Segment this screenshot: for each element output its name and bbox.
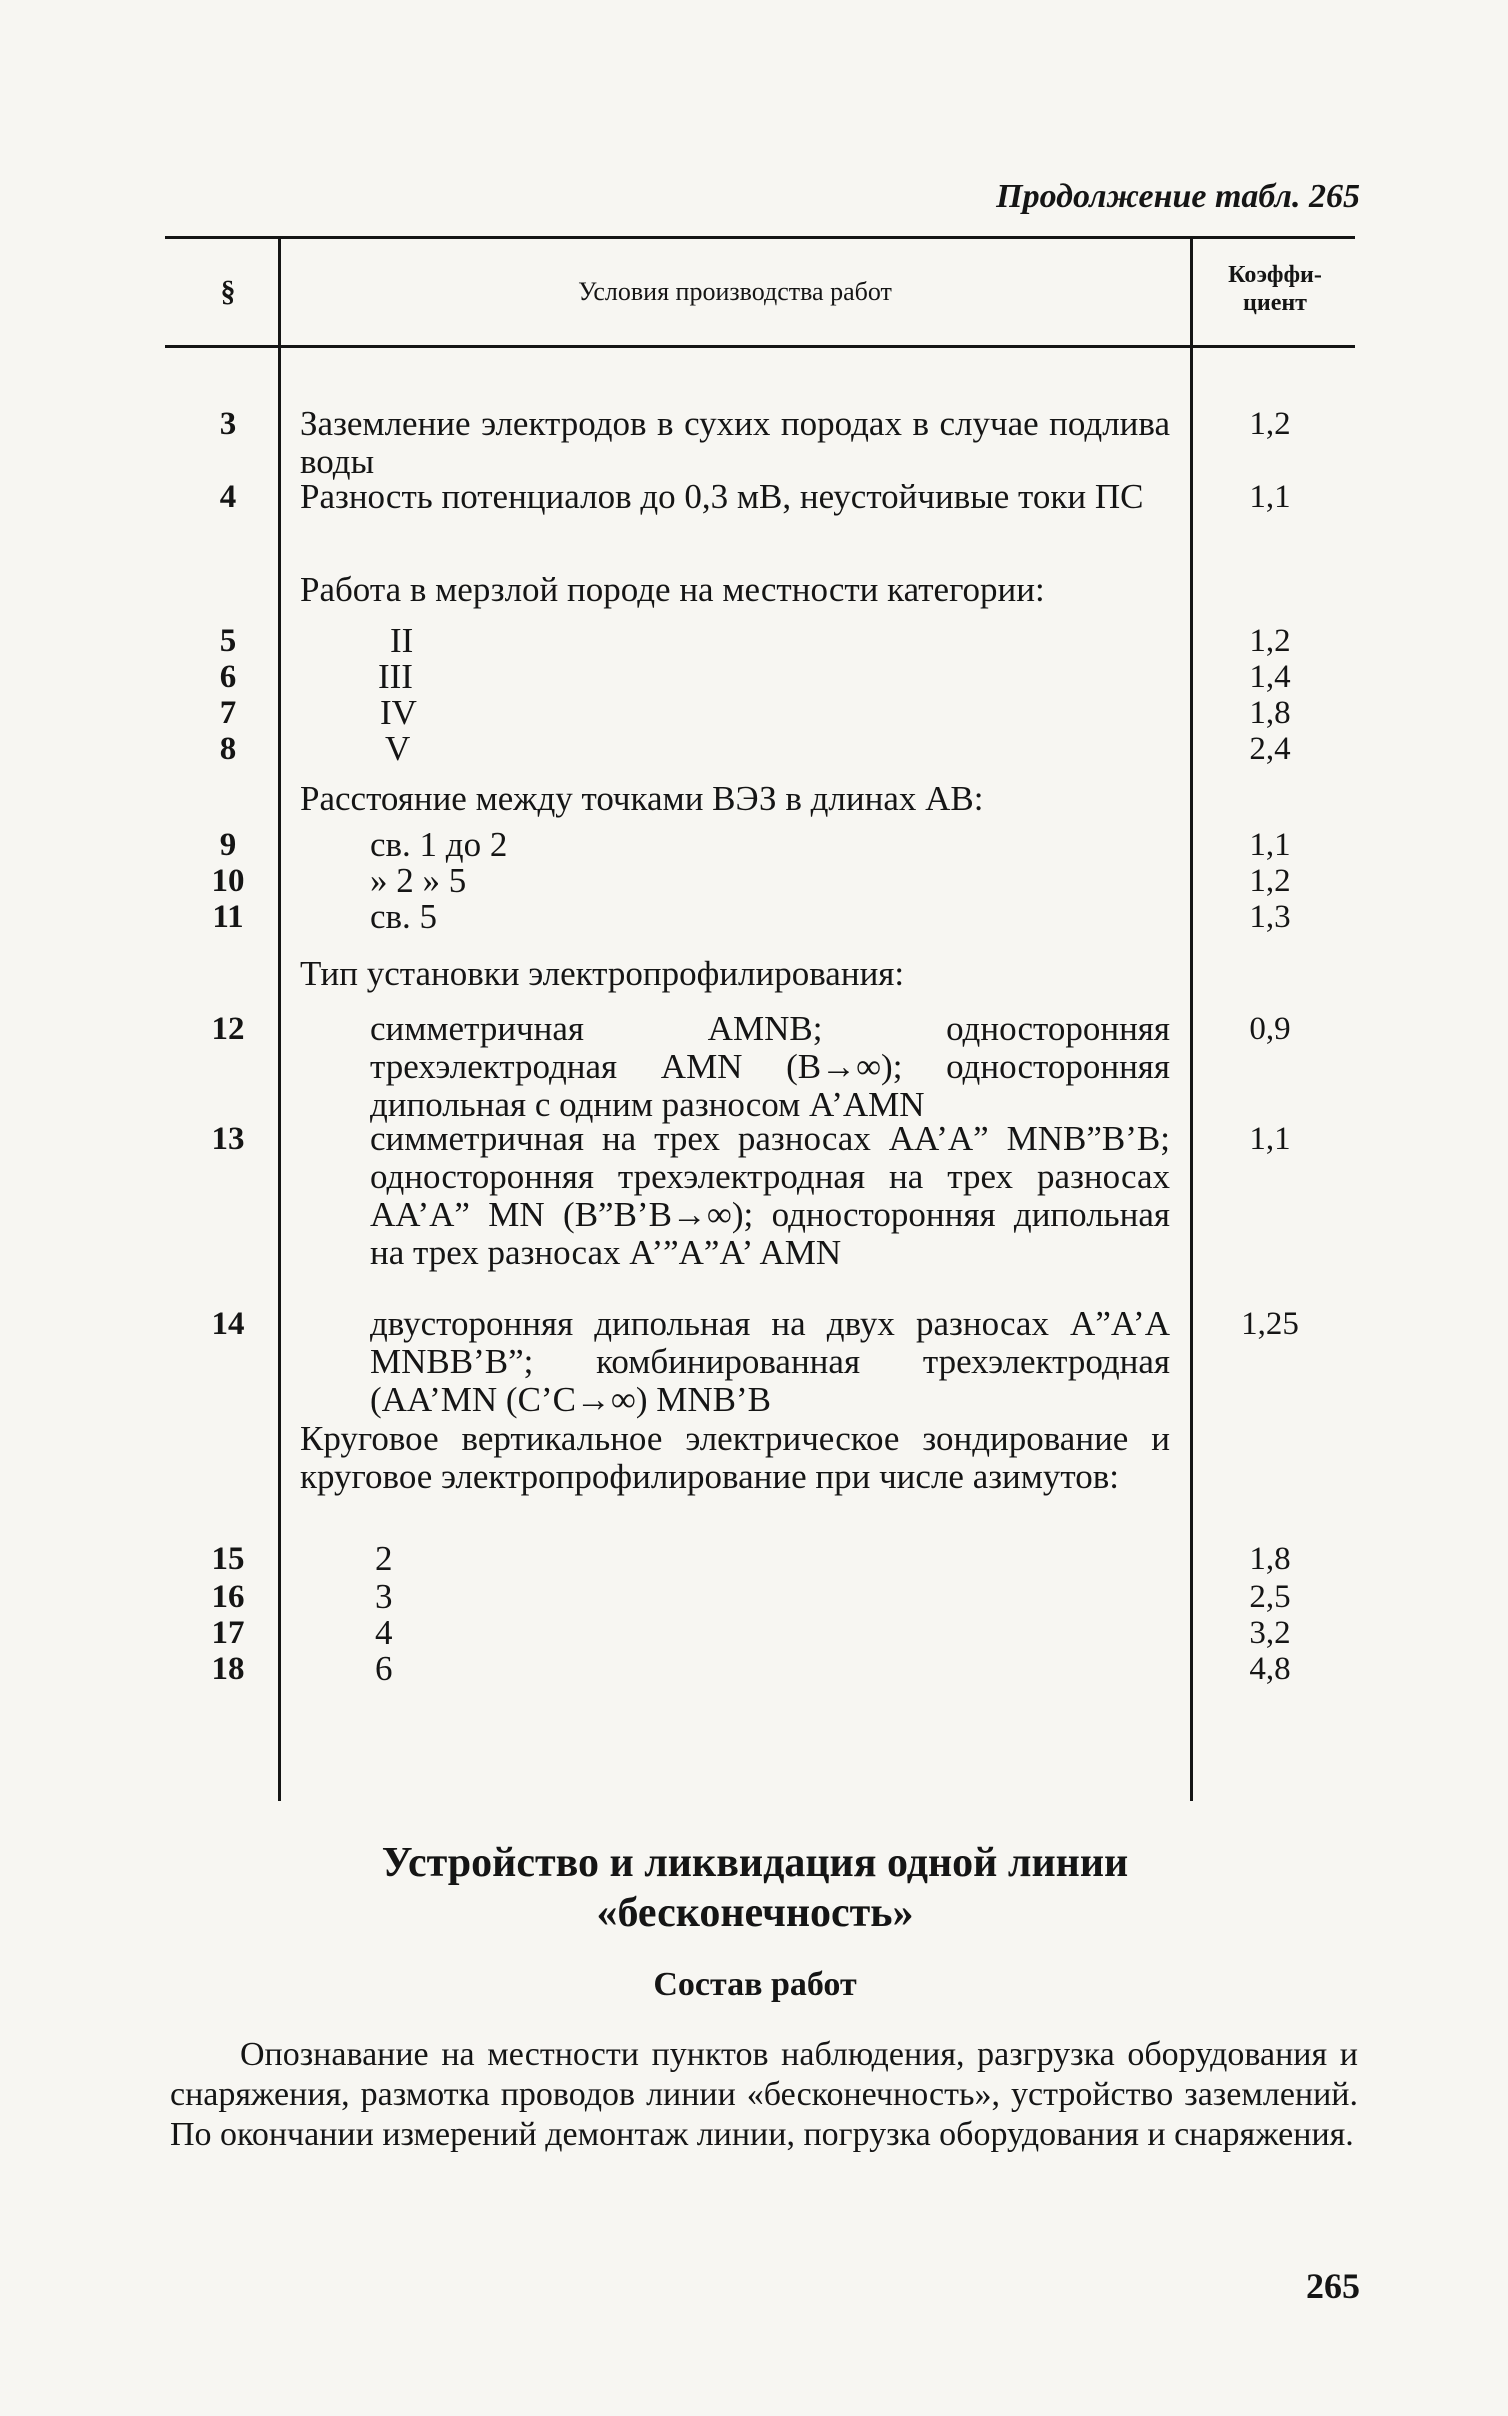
- section-subtitle: Состав работ: [653, 1966, 857, 2003]
- row-coefficient: 1,2: [1249, 406, 1291, 442]
- column-header-conditions: Условия производства работ: [578, 277, 892, 306]
- row-number: 7: [219, 695, 237, 731]
- group-heading: Работа в мерзлой породе на местности категории:: [300, 570, 1045, 609]
- row-number: 9: [219, 827, 237, 863]
- group-heading: Круговое вертикальное электрическое зондирование и круговое электропрофилирование при числе азимутов:: [300, 1419, 1170, 1496]
- row-number: 10: [211, 863, 245, 899]
- table-continuation-caption: Продолжение табл. 265: [996, 178, 1360, 215]
- column-header-coefficient-line2: циент: [1243, 290, 1307, 316]
- row-condition: 2: [375, 1539, 393, 1578]
- row-number: 3: [219, 406, 237, 442]
- row-number: 14: [211, 1306, 245, 1342]
- row-condition: 4: [375, 1613, 393, 1652]
- row-coefficient: 2,4: [1249, 731, 1291, 767]
- row-number: 4: [219, 479, 237, 515]
- row-coefficient: 4,8: [1249, 1651, 1291, 1687]
- table-vertical-rule-left: [278, 236, 281, 1801]
- row-condition: двусторонняя дипольная на двух разносах А”А’А MNBB’В”; комбинированная трехэлектродная (АА’MN (С’С→∞) MNB’В: [370, 1304, 1170, 1419]
- row-number: 18: [211, 1651, 245, 1687]
- row-number: 6: [219, 659, 237, 695]
- row-condition: » 2 » 5: [370, 861, 467, 900]
- column-header-number: §: [220, 275, 236, 308]
- table-vertical-rule-right: [1190, 236, 1193, 1801]
- row-coefficient: 1,1: [1249, 1121, 1291, 1157]
- row-condition: симметричная на трех разносах АА’А” MNB”В’В; односторонняя трехэлектродная на трех разносах АА’А” MN (В”В’В→∞); односторонняя дипольная на трех разносах А’”А”А’ AMN: [370, 1119, 1170, 1272]
- row-number: 5: [219, 623, 237, 659]
- section-title-line2: «бесконечность»: [596, 1890, 914, 1936]
- row-number: 17: [211, 1615, 245, 1651]
- row-condition: симметричная АMNB; односторонняя трехэлектродная AMN (В→∞); односторонняя дипольная с одним разносом А’AMN: [370, 1009, 1170, 1124]
- column-header-coefficient-line1: Коэффи-: [1228, 262, 1322, 288]
- row-condition: св. 5: [370, 897, 438, 936]
- row-number: 15: [211, 1541, 245, 1577]
- row-condition: III: [378, 657, 413, 696]
- section-title-line1: Устройство и ликвидация одной линии: [381, 1840, 1129, 1886]
- row-coefficient: 1,1: [1249, 827, 1291, 863]
- row-number: 8: [219, 731, 237, 767]
- row-coefficient: 1,8: [1249, 1541, 1291, 1577]
- row-coefficient: 1,25: [1241, 1306, 1299, 1342]
- row-coefficient: 1,2: [1249, 623, 1291, 659]
- row-condition: Заземление электродов в сухих породах в случае подлива воды: [300, 404, 1170, 481]
- row-number: 11: [212, 899, 244, 935]
- table-header-rule: [165, 345, 1355, 348]
- row-number: 12: [211, 1011, 245, 1047]
- row-coefficient: 1,3: [1249, 899, 1291, 935]
- page-number: 265: [1306, 2266, 1360, 2306]
- row-coefficient: 0,9: [1249, 1011, 1291, 1047]
- row-condition: св. 1 до 2: [370, 825, 508, 864]
- row-condition: Разность потенциалов до 0,3 мВ, неустойчивые токи ПС: [300, 477, 1144, 516]
- row-condition: 3: [375, 1577, 393, 1616]
- row-condition: II: [390, 621, 414, 660]
- table-top-rule: [165, 236, 1355, 239]
- row-number: 13: [211, 1121, 245, 1157]
- row-number: 16: [211, 1579, 245, 1615]
- row-coefficient: 3,2: [1249, 1615, 1291, 1651]
- group-heading: Расстояние между точками ВЭЗ в длинах АВ:: [300, 779, 984, 818]
- row-coefficient: 1,1: [1249, 479, 1291, 515]
- row-coefficient: 2,5: [1249, 1579, 1291, 1615]
- row-coefficient: 1,2: [1249, 863, 1291, 899]
- row-condition: IV: [380, 693, 417, 732]
- row-condition: 6: [375, 1649, 393, 1688]
- section-paragraph: Опознавание на местности пунктов наблюдения, разгрузка оборудования и снаряжения, размотка проводов линии «бесконечность», устройство заземлений. По окончании измерений демонтаж линии, погрузка оборудования и снаряжения.: [170, 2036, 1358, 2153]
- group-heading: Тип установки электропрофилирования:: [300, 954, 905, 993]
- row-condition: V: [385, 729, 411, 768]
- row-coefficient: 1,4: [1249, 659, 1291, 695]
- row-coefficient: 1,8: [1249, 695, 1291, 731]
